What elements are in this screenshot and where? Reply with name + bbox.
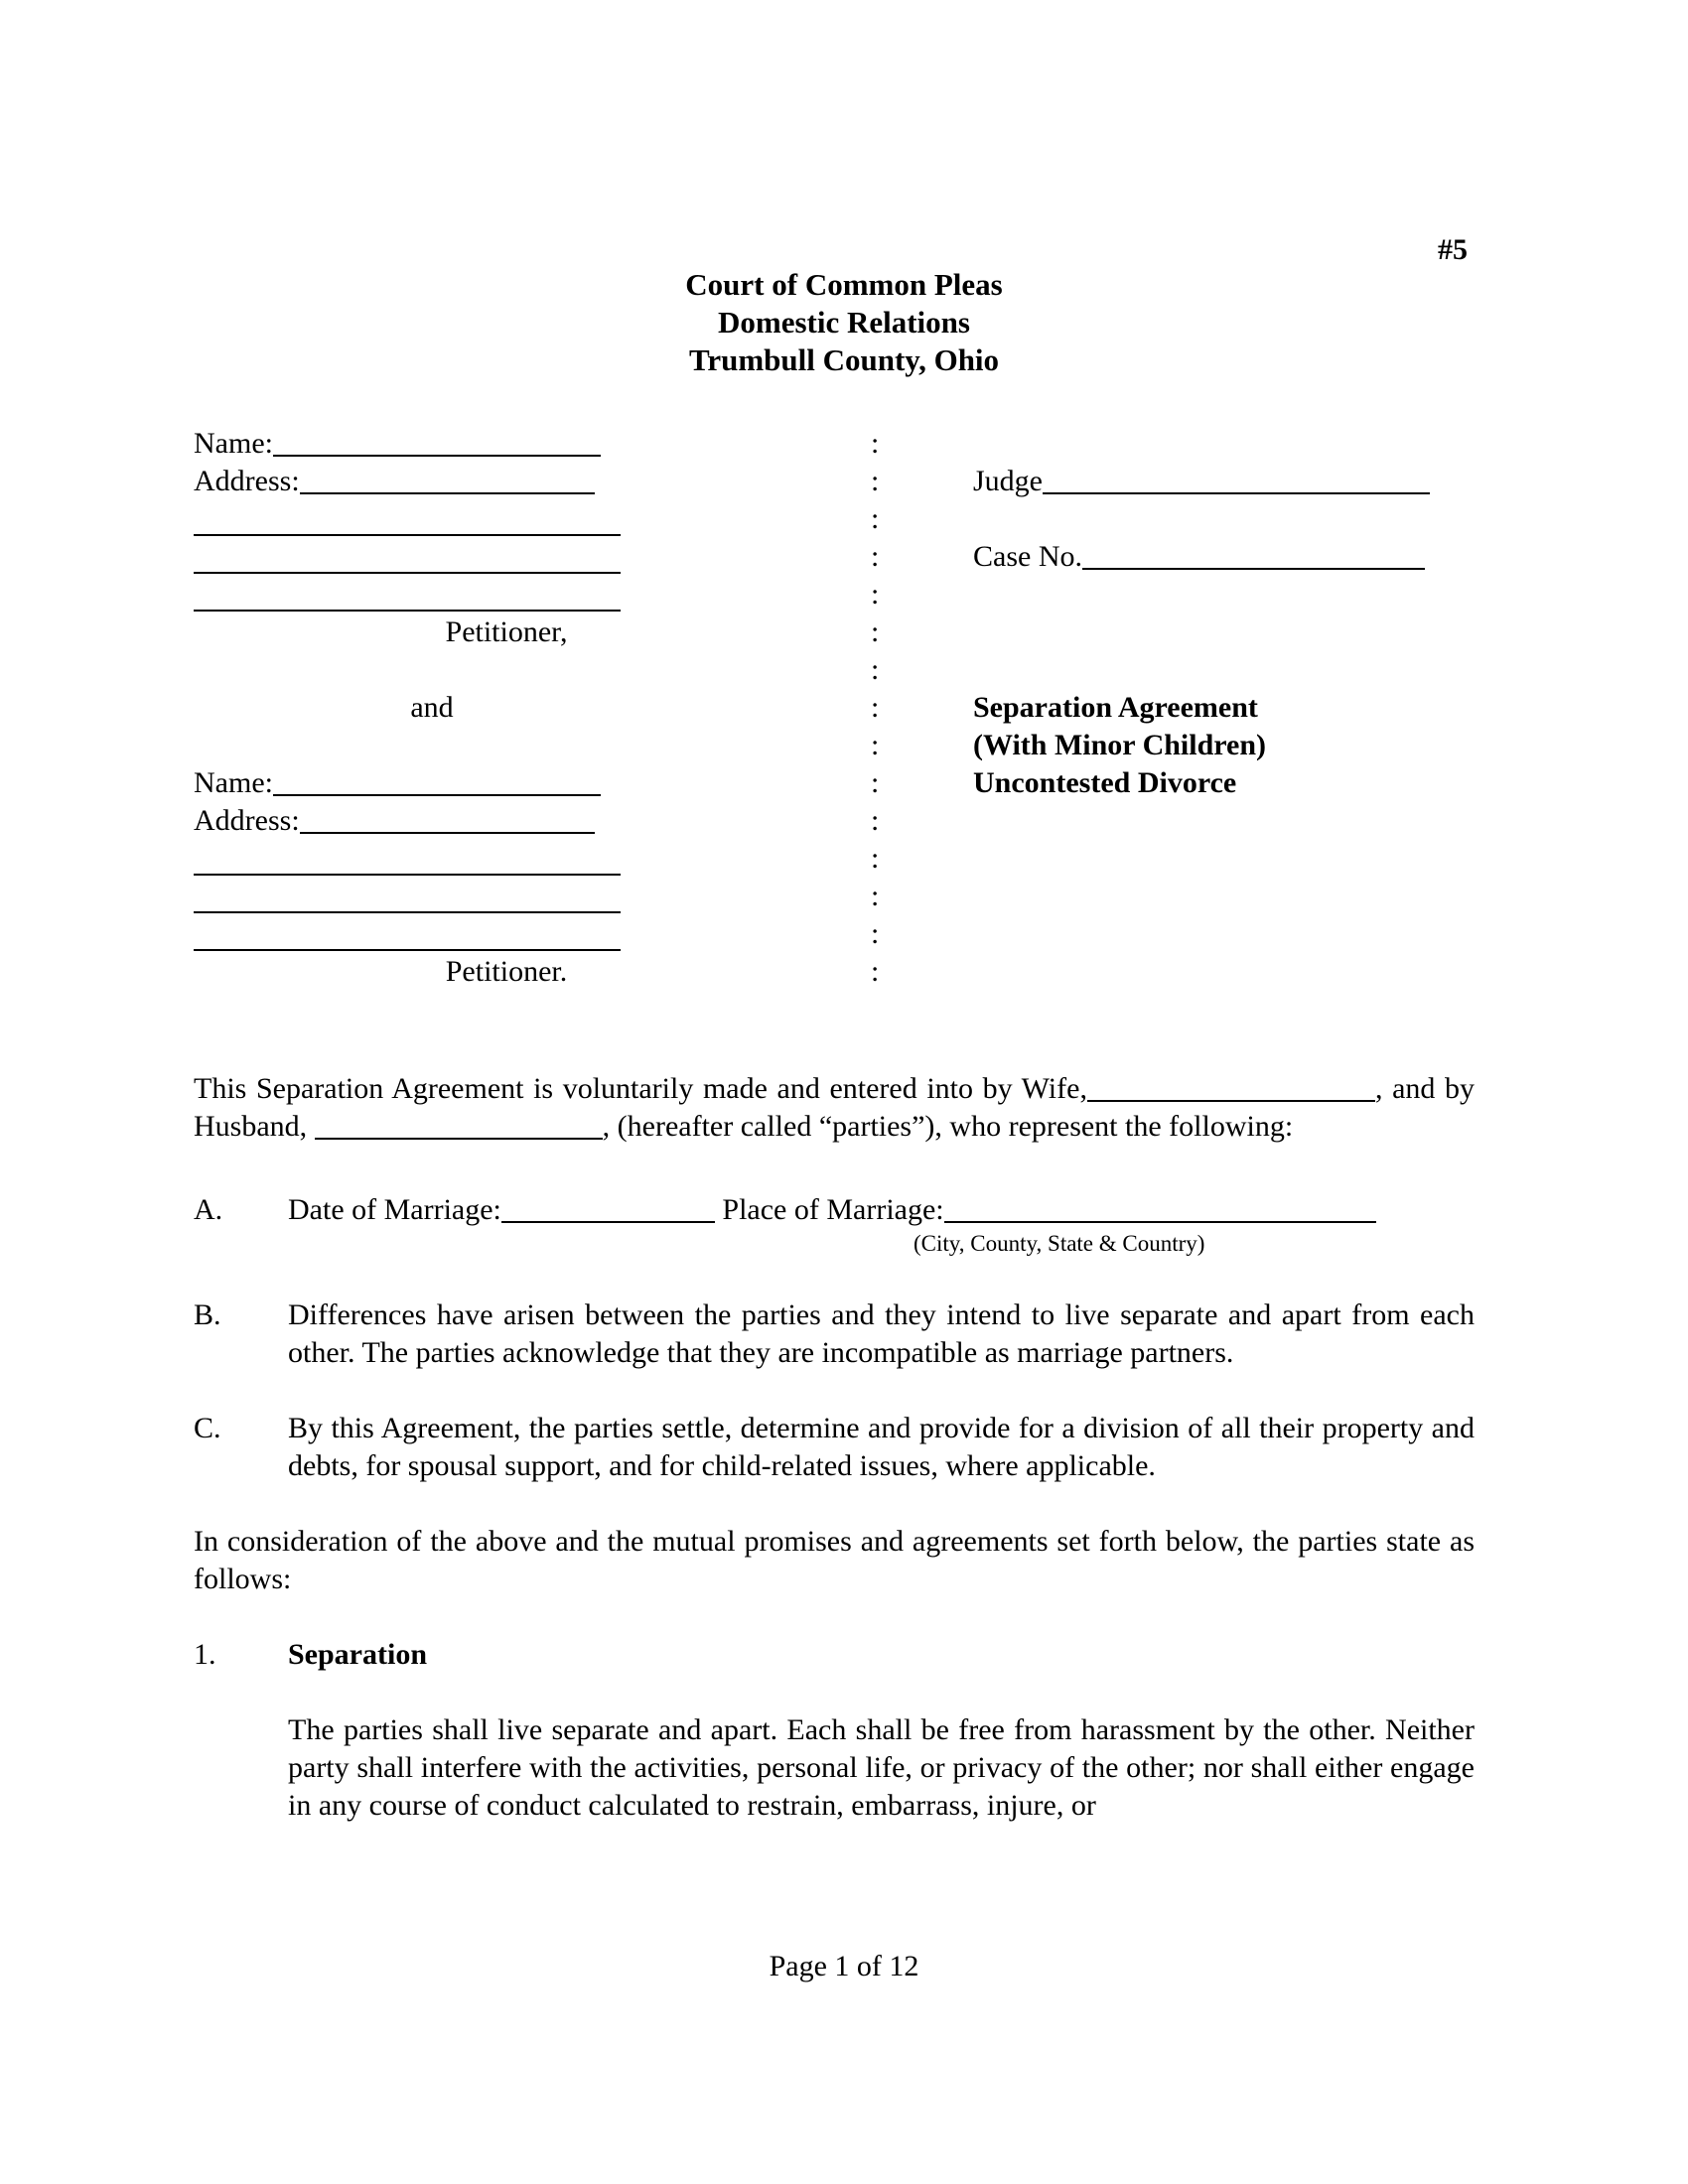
- petitioner1-name-field[interactable]: [194, 425, 789, 463]
- petitioner2-name-label: Name:: [194, 766, 273, 799]
- date-of-marriage-rule[interactable]: [501, 1195, 715, 1223]
- court-county-line: Trumbull County, Ohio: [688, 342, 1000, 377]
- petitioner1-role-label: Petitioner,: [445, 615, 568, 648]
- section-1-heading: [194, 1636, 1475, 1674]
- caption-colon: :: [871, 842, 880, 875]
- petitioner1-address-line3[interactable]: [194, 538, 789, 576]
- petitioner1-address-line2[interactable]: [194, 500, 789, 538]
- petitioner2-address-label: Address:: [194, 804, 300, 837]
- petitioner2-address-field[interactable]: [194, 802, 789, 840]
- caption-left-column: [194, 425, 789, 991]
- document-title-line2: (With Minor Children): [973, 729, 1267, 761]
- petitioner1-name-label: Name:: [194, 427, 273, 460]
- item-b-text: Differences have arisen between the parties and they intend to live separate and apart from each other. The parties acknowledge that they are incompatible as marriage partners.: [288, 1298, 1475, 1369]
- intro-text-part2: , and by Husband,: [194, 1072, 1475, 1143]
- item-c-marker: C.: [194, 1412, 221, 1444]
- petitioner2-address-rule-2[interactable]: [194, 848, 621, 876]
- petitioner1-address-rule[interactable]: [300, 467, 595, 494]
- petitioner2-name-rule[interactable]: [273, 768, 601, 796]
- petitioner1-address-field[interactable]: [194, 463, 789, 500]
- wife-name-rule[interactable]: [1087, 1074, 1375, 1102]
- petitioner1-address-rule-2[interactable]: [194, 508, 621, 536]
- petitioner2-address-line4[interactable]: [194, 915, 789, 953]
- caption-colon: :: [871, 653, 880, 686]
- caption-colon: :: [871, 804, 880, 837]
- page-footer: [0, 1948, 1688, 1985]
- place-of-marriage-subcaption: (City, County, State & Country): [914, 1231, 1205, 1256]
- petitioner2-address-line2[interactable]: [194, 840, 789, 878]
- case-number-field[interactable]: [973, 538, 1470, 576]
- item-a-fields[interactable]: [288, 1191, 1475, 1229]
- court-header: [199, 266, 1489, 379]
- consideration-paragraph: In consideration of the above and the mutual promises and agreements set forth below, the parties state as follows:: [194, 1525, 1475, 1595]
- petitioner2-address-line3[interactable]: [194, 878, 789, 915]
- place-of-marriage-label: Place of Marriage:: [722, 1193, 944, 1226]
- item-a: [194, 1191, 1475, 1259]
- judge-label: Judge: [973, 465, 1043, 497]
- petitioner2-address-rule-3[interactable]: [194, 886, 621, 913]
- judge-field[interactable]: [973, 463, 1470, 500]
- intro-paragraph: [194, 1070, 1475, 1146]
- husband-name-rule[interactable]: [315, 1112, 603, 1140]
- caption-colon: :: [871, 691, 880, 724]
- case-number-rule[interactable]: [1082, 542, 1425, 570]
- caption-right-column: [973, 425, 1470, 802]
- court-name-line: Court of Common Pleas: [685, 267, 1003, 302]
- item-c: [194, 1410, 1475, 1485]
- caption-colon: :: [871, 540, 880, 573]
- petitioner2-address-rule[interactable]: [300, 806, 595, 834]
- caption-colon: :: [871, 880, 880, 912]
- caption-colon: :: [871, 465, 880, 497]
- page-number-label: Page 1 of 12: [769, 1950, 919, 1982]
- petitioner1-address-rule-3[interactable]: [194, 546, 621, 574]
- document-title-line3: Uncontested Divorce: [973, 766, 1237, 799]
- caption-colon: :: [871, 578, 880, 611]
- form-number: #5: [1438, 233, 1468, 266]
- caption-colon-divider: [871, 425, 893, 991]
- item-a-marker: A.: [194, 1193, 223, 1226]
- document-body: [194, 1070, 1475, 1825]
- section-1-text: The parties shall live separate and apart. Each shall be free from harassment by the other. Neither party shall interfere with the activities, personal life, or privacy of the other; nor shall either engage in any course of conduct calculated to restrain, embarrass, injure, or: [288, 1713, 1475, 1822]
- section-1-title: Separation: [288, 1638, 428, 1671]
- petitioner1-name-rule[interactable]: [273, 429, 601, 457]
- court-division-line: Domestic Relations: [718, 305, 970, 340]
- caption-colon: :: [871, 766, 880, 799]
- judge-rule[interactable]: [1043, 467, 1430, 494]
- caption-conjunction: and: [410, 691, 454, 724]
- petitioner1-address-label: Address:: [194, 465, 300, 497]
- caption-colon: :: [871, 917, 880, 950]
- caption-colon: :: [871, 427, 880, 460]
- date-of-marriage-label: Date of Marriage:: [288, 1193, 501, 1226]
- item-b-marker: B.: [194, 1298, 221, 1331]
- caption-colon: :: [871, 502, 880, 535]
- petitioner1-address-rule-4[interactable]: [194, 584, 621, 612]
- petitioner2-role-label: Petitioner.: [445, 955, 568, 988]
- intro-text-part1: This Separation Agreement is voluntarily made and entered into by Wife,: [194, 1072, 1087, 1105]
- document-title: [973, 689, 1470, 802]
- case-caption-block: [194, 425, 1470, 986]
- caption-colon: :: [871, 615, 880, 648]
- caption-colon: :: [871, 955, 880, 988]
- document-title-line1: Separation Agreement: [973, 691, 1258, 724]
- section-1-marker: 1.: [194, 1638, 216, 1671]
- case-number-label: Case No.: [973, 540, 1082, 573]
- intro-text-part3: , (hereafter called “parties”), who represent the following:: [602, 1110, 1294, 1143]
- place-of-marriage-rule[interactable]: [944, 1195, 1376, 1223]
- caption-colon: :: [871, 729, 880, 761]
- item-b: [194, 1297, 1475, 1372]
- petitioner2-address-rule-4[interactable]: [194, 923, 621, 951]
- item-c-text: By this Agreement, the parties settle, determine and provide for a division of all their property and debts, for spousal support, and for child-related issues, where applicable.: [288, 1412, 1475, 1482]
- petitioner2-name-field[interactable]: [194, 764, 789, 802]
- petitioner1-address-line4[interactable]: [194, 576, 789, 614]
